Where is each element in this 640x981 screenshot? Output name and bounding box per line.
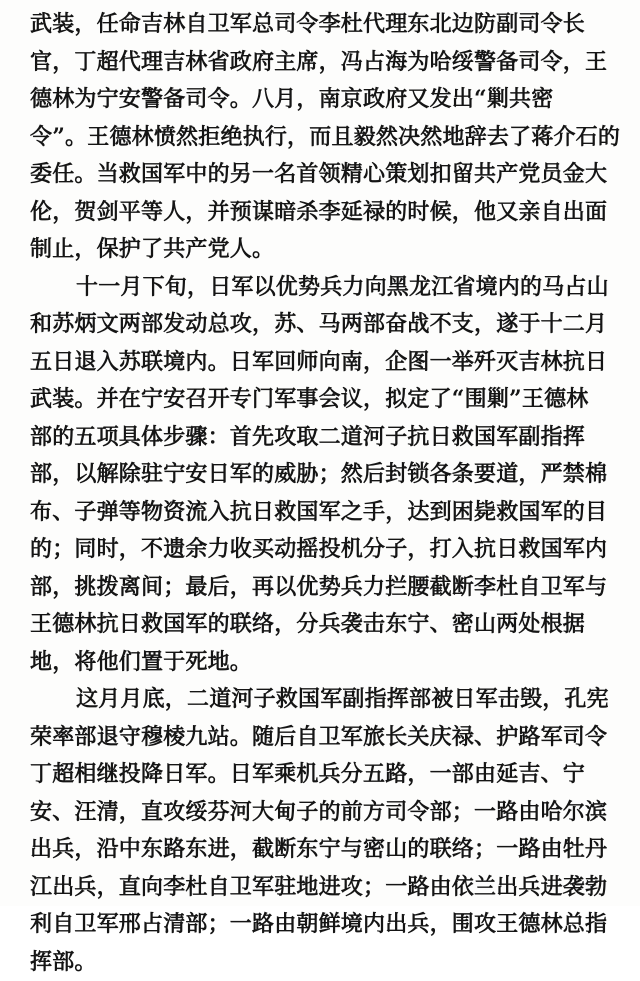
text-line: 武装，任命吉林自卫军总司令李杜代理东北边防副司令长 [30,6,620,44]
text-line: 安、汪清，直攻绥芬河大甸子的前方司令部；一路由哈尔滨 [30,794,620,832]
text-line: 部，以解除驻宁安日军的威胁；然后封锁各条要道，严禁棉 [30,456,620,494]
paragraph-3 [30,681,620,981]
text-line: 官，丁超代理吉林省政府主席，冯占海为哈绥警备司令，王 [30,44,620,82]
text-line: 委任。当救国军中的另一名首领精心策划扣留共产党员金大 [30,156,620,194]
text-line: 十一月下旬，日军以优势兵力向黑龙江省境内的马占山 [30,269,620,307]
text-line: 地，将他们置于死地。 [30,644,620,682]
text-line: 江出兵，直向李杜自卫军驻地进攻；一路由依兰出兵进袭勃 [30,869,620,907]
body-text [30,6,620,981]
text-line: 布、子弹等物资流入抗日救国军之手，达到困毙救国军的目 [30,494,620,532]
text-line: 伦，贺剑平等人，并预谋暗杀李延禄的时候，他又亲自出面 [30,194,620,232]
paragraph-2 [30,269,620,682]
text-line: 五日退入苏联境内。日军回师向南，企图一举歼灭吉林抗日 [30,344,620,382]
text-line: 令”。王德林愤然拒绝执行，而且毅然决然地辞去了蒋介石的 [30,119,620,157]
paragraph-1 [30,6,620,269]
text-line: 利自卫军邢占清部；一路由朝鲜境内出兵，围攻王德林总指 [30,906,620,944]
text-line: 德林为宁安警备司令。八月，南京政府又发出“剿共密 [30,81,620,119]
text-line: 出兵，沿中东路东进，截断东宁与密山的联络；一路由牡丹 [30,831,620,869]
text-line: 挥部。 [30,944,620,981]
text-line: 的；同时，不遗余力收买动摇投机分子，打入抗日救国军内 [30,531,620,569]
text-line: 制止，保护了共产党人。 [30,231,620,269]
text-line: 部的五项具体步骤：首先攻取二道河子抗日救国军副指挥 [30,419,620,457]
text-line: 丁超相继投降日军。日军乘机兵分五路，一部由延吉、宁 [30,756,620,794]
text-line: 武装。并在宁安召开专门军事会议，拟定了“围剿”王德林 [30,381,620,419]
text-line: 和苏炳文两部发动总攻，苏、马两部奋战不支，遂于十二月 [30,306,620,344]
text-line: 荣率部退守穆棱九站。随后自卫军旅长关庆禄、护路军司令 [30,719,620,757]
text-line: 部，挑拨离间；最后，再以优势兵力拦腰截断李杜自卫军与 [30,569,620,607]
text-line: 这月月底，二道河子救国军副指挥部被日军击毁，孔宪 [30,681,620,719]
text-line: 王德林抗日救国军的联络，分兵袭击东宁、密山两处根据 [30,606,620,644]
